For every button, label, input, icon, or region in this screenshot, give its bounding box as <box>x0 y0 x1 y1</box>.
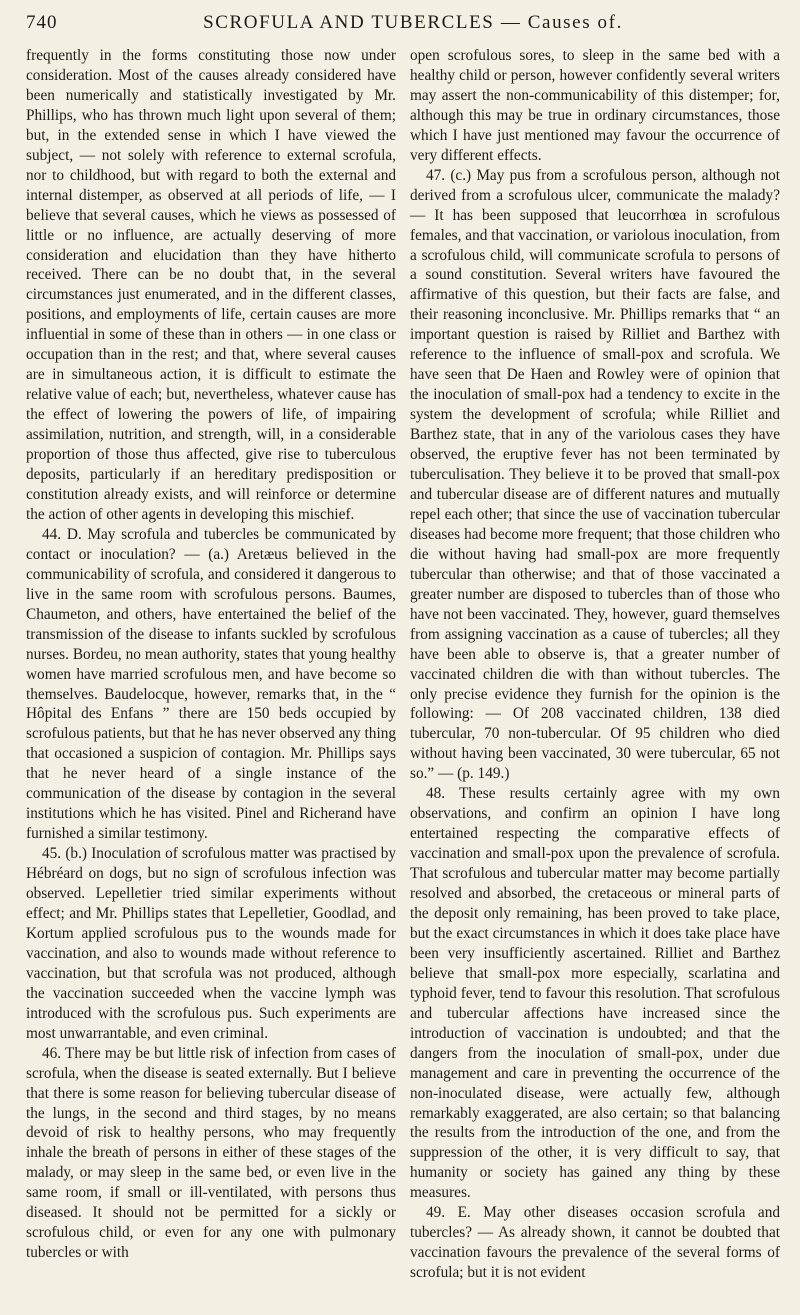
paragraph: 46. There may be but little risk of infection from cases of scrofula, when the disease is seated externally. But I believe that there is some reason for believing tubercular disease of the lungs, in the second and third stages, by no means devoid of risk to healthy persons, who may frequently inhale the breath of persons in either of these stages of the malady, or may sleep in the same bed, or even live in the same room, if small or ill-ventilated, with persons thus diseased. It should not be permitted for a sickly or scrofulous child, or even for any one with pulmonary tubercles or with <box>26 1044 396 1262</box>
page-number: 740 <box>26 12 58 33</box>
paragraph: frequently in the forms constituting those now under consideration. Most of the causes already considered have been numerically and statistically investigated by Mr. Phillips, who has thrown much light upon several of them; but, in the extended sense in which I have viewed the subject, — not solely with reference to external scrofula, nor to childhood, but with regard to both the external and internal distemper, as observed at all periods of life, — I believe that several causes, which he views as possessed of little or no influence, are actually deserving of more consideration and elucidation than they have hitherto received. There can be no doubt that, in the several circumstances just enumerated, and in the different classes, positions, and employments of life, certain causes are more influential in some of these than in others — in one class or occupation than in the rest; and that, where several causes are in simultaneous action, it is difficult to estimate the relative value of each; but, nevertheless, whatever cause has the effect of lowering the powers of life, of impairing assimilation, nutrition, and strength, will, in a considerable proportion of those thus affected, give rise to tuberculous deposits, particularly if an hereditary predisposition or constitution already exists, and will reinforce or determine the action of other agents in developing this mischief. <box>26 47 396 523</box>
right-column <box>410 46 780 1283</box>
paragraph: 44. D. May scrofula and tubercles be communicated by contact or inoculation? — (a.) Aretæus believed in the communicability of scrofula, and considered it dangerous to live in the same room with scrofulous persons. Baumes, Chaumeton, and others, have entertained the belief of the transmission of the disease to infants suckled by scrofulous nurses. Bordeu, no mean authority, states that young healthy women have married scrofulous men, and have become so themselves. Baudelocque, however, remarks that, in the “ Hôpital des Enfans ” there are 150 beds occupied by scrofulous patients, but that he has never observed any thing that occasioned a suspicion of contagion. Mr. Phillips says that he never heard of a single instance of the communication of the disease by contagion in the several institutions which he has visited. Pinel and Richerand have furnished a similar testimony. <box>26 525 396 843</box>
paragraph: 49. E. May other diseases occasion scrofula and tubercles? — As already shown, it cannot be doubted that vaccination favours the prevalence of the several forms of scrofula; but it is not evident <box>410 1204 780 1282</box>
paragraph: open scrofulous sores, to sleep in the same bed with a healthy child or person, however confidently several writers may assert the non-communicability of this distemper; for, although this may be true in ordinary circumstances, those which I have just mentioned may favour the occurrence of very different effects. <box>410 47 780 164</box>
paragraph: 47. (c.) May pus from a scrofulous person, although not derived from a scrofulous ulcer, communicate the malady? — It has been supposed that leucorrhœa in scrofulous females, and that vaccination, or variolous inoculation, from a scrofulous child, will communicate scrofula to persons of a sound constitution. Several writers have favoured the affirmative of this question, but their facts are false, and their reasoning inconclusive. Mr. Phillips remarks that “ an important question is raised by Rilliet and Barthez with reference to the influence of small-pox and scrofula. We have seen that De Haen and Rowley were of opinion that the inoculation of small-pox had a tendency to excite in the system the development of scrofula; while Rilliet and Barthez state, that in any of the variolous cases they have observed, the eruptive fever has not been terminated by tuberculisation. They believe it to be proved that small-pox and tubercular disease are of different natures and mutually repel each other; that since the use of vaccination tubercular diseases had become more frequent; that those children who die without having had small-pox are more frequently tubercular than otherwise; and that of those vaccinated a greater number are disposed to tubercles than of those who have not been vaccinated. They, however, guard themselves from assigning vaccination as a cause of tubercles; all they have been able to observe is, that a greater number of vaccinated children die with than without tubercles. The only precise evidence they furnish for the opinion is the following: — Of 208 vaccinated children, 138 died tubercular, 70 non-tubercular. Of 95 children who died without having been vaccinated, 30 were tubercular, 65 not so.” — (p. 149.) <box>410 166 780 783</box>
page-header <box>26 12 780 46</box>
paragraph: 48. These results certainly agree with my own observations, and confirm an opinion I have long entertained respecting the comparative effects of vaccination and small-pox upon the prevalence of scrofula. That scrofulous and tubercular matter may become partially resolved and absorbed, the cretaceous or mineral parts of the deposit only remaining, has been proved to take place, but the exact circumstances in which it does take place have been very insufficiently ascertained. Rilliet and Barthez believe that small-pox more especially, scarlatina and typhoid fever, tend to favour this resolution. That scrofulous and tubercular affections have increased since the introduction of vaccination is undoubted; and that the dangers from the inoculation of small-pox, under due management and care in preventing the occurrence of the non-inoculated disease, were actually few, although remarkably exaggerated, are also certain; so that balancing the results from the introduction of the one, and from the suppression of the other, it is very difficult to say, that humanity or society has gained any thing by these measures. <box>410 785 780 1202</box>
paragraph: 45. (b.) Inoculation of scrofulous matter was practised by Hébréard on dogs, but no sign of scrofulous infection was observed. Lepelletier tried similar experiments without effect; and Mr. Phillips states that Lepelletier, Goodlad, and Kortum applied scrofulous pus to the wounds made for vaccination, and also to wounds made without reference to vaccination, but that scrofula was not produced, although the vaccination succeeded when the vaccine lymph was introduced with the scrofulous pus. Such experiments are most unwarrantable, and even criminal. <box>26 845 396 1042</box>
text-columns <box>26 46 780 1283</box>
left-column <box>26 46 396 1283</box>
running-title: SCROFULA AND TUBERCLES — Causes of. <box>203 12 623 33</box>
